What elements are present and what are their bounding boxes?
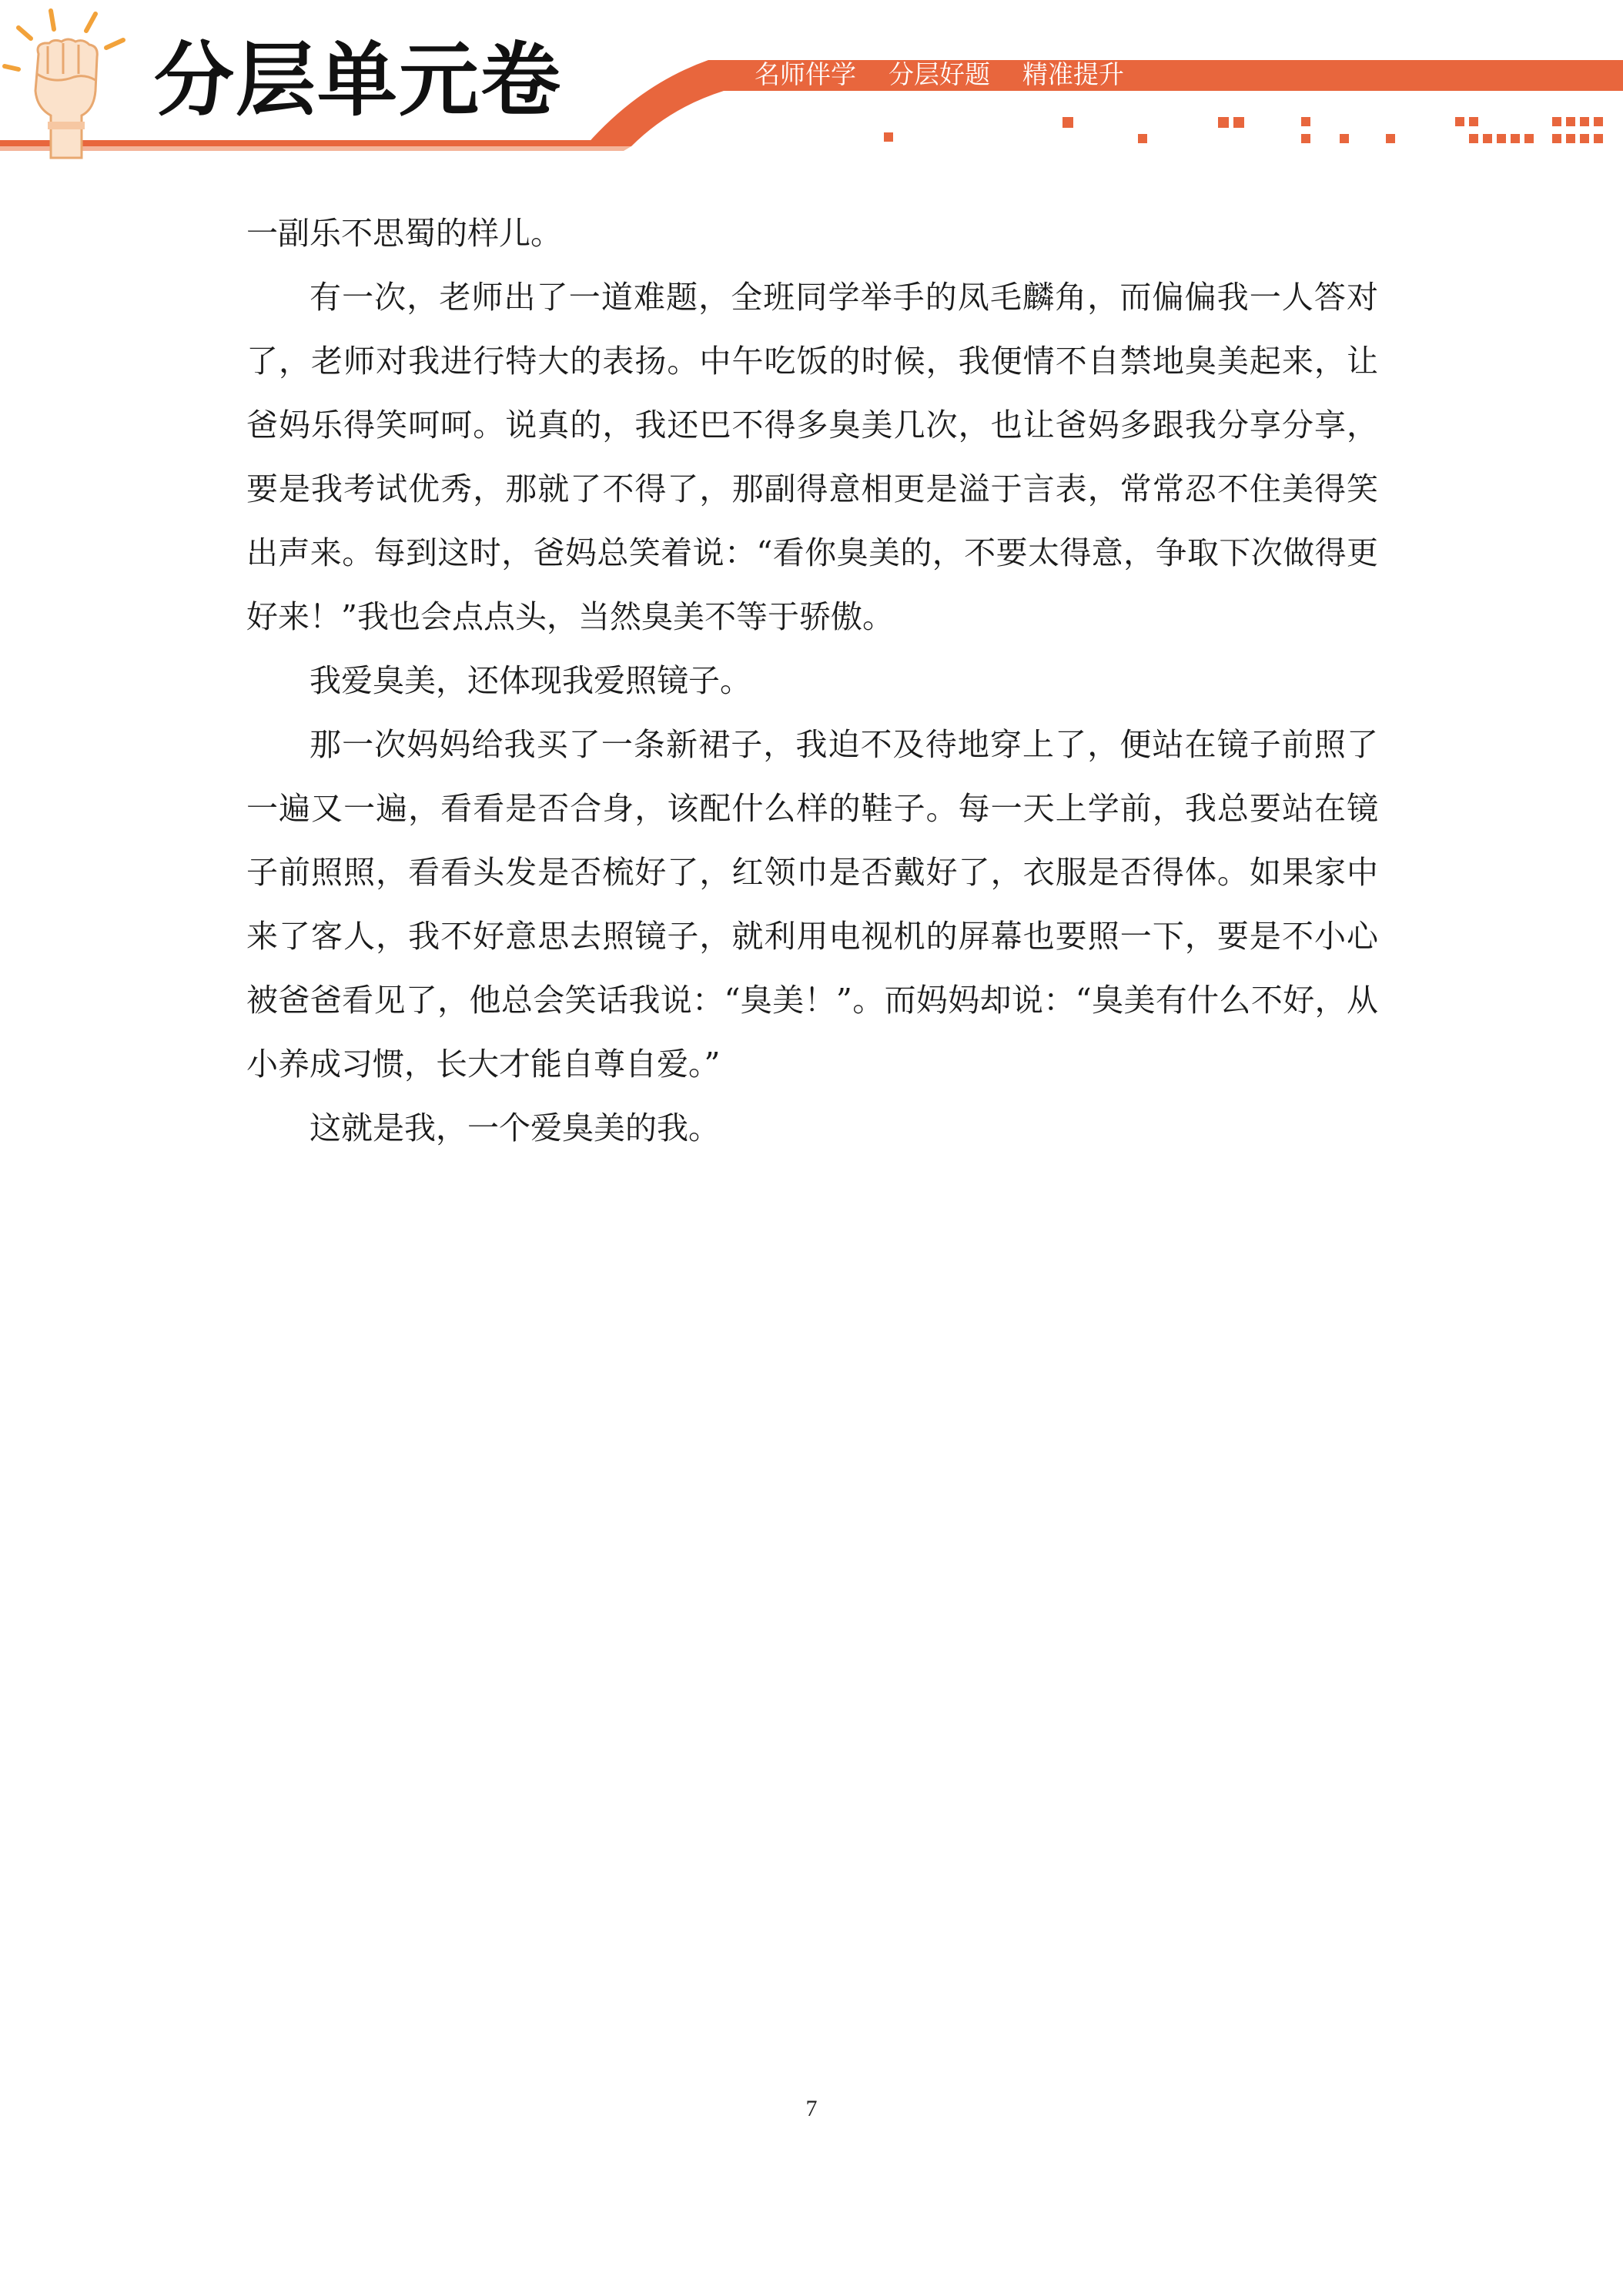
page-number: 7	[805, 2096, 818, 2121]
page-header	[0, 0, 1623, 177]
paragraph: 那一次妈妈给我买了一条新裙子，我迫不及待地穿上了，便站在镜子前照了一遍又一遍，看看是否合身，该配什么样的鞋子。每一天上学前，我总要站在镜子前照照，看看头发是否梳好了，红领巾是否戴好了，衣服是否得体。如果家中来了客人，我不好意思去照镜子，就利用电视机的屏幕也要照一下，要是不小心被爸爸看见了，他总会笑话我说：“臭美！”。而妈妈却说：“臭美有什么不好，从小养成习惯，长大才能自尊自爱。”	[246, 726, 1378, 1083]
essay-body	[246, 202, 1378, 1160]
header-slogan: 名师伴学 分层好题 精准提升	[755, 59, 1124, 89]
paragraph: 我爱臭美，还体现我爱照镜子。	[310, 662, 751, 699]
brand-title: 分层单元卷	[154, 33, 563, 127]
fist-icon	[0, 0, 146, 177]
paragraph: 有一次，老师出了一道难题，全班同学举手的凤毛麟角，而偏偏我一人答对了，老师对我进行特大的表扬。中午吃饭的时候，我便情不自禁地臭美起来，让爸妈乐得笑呵呵。说真的，我还巴不得多臭美几次，也让爸妈多跟我分享分享，要是我考试优秀，那就了不得了，那副得意相更是溢于言表，常常忍不住美得笑出声来。每到这时，爸妈总笑着说：“看你臭美的，不要太得意，争取下次做得更好来！”我也会点点头，当然臭美不等于骄傲。	[246, 279, 1378, 635]
paragraph: 这就是我，一个爱臭美的我。	[310, 1110, 720, 1146]
paragraph: 一副乐不思蜀的样儿。	[246, 215, 562, 252]
